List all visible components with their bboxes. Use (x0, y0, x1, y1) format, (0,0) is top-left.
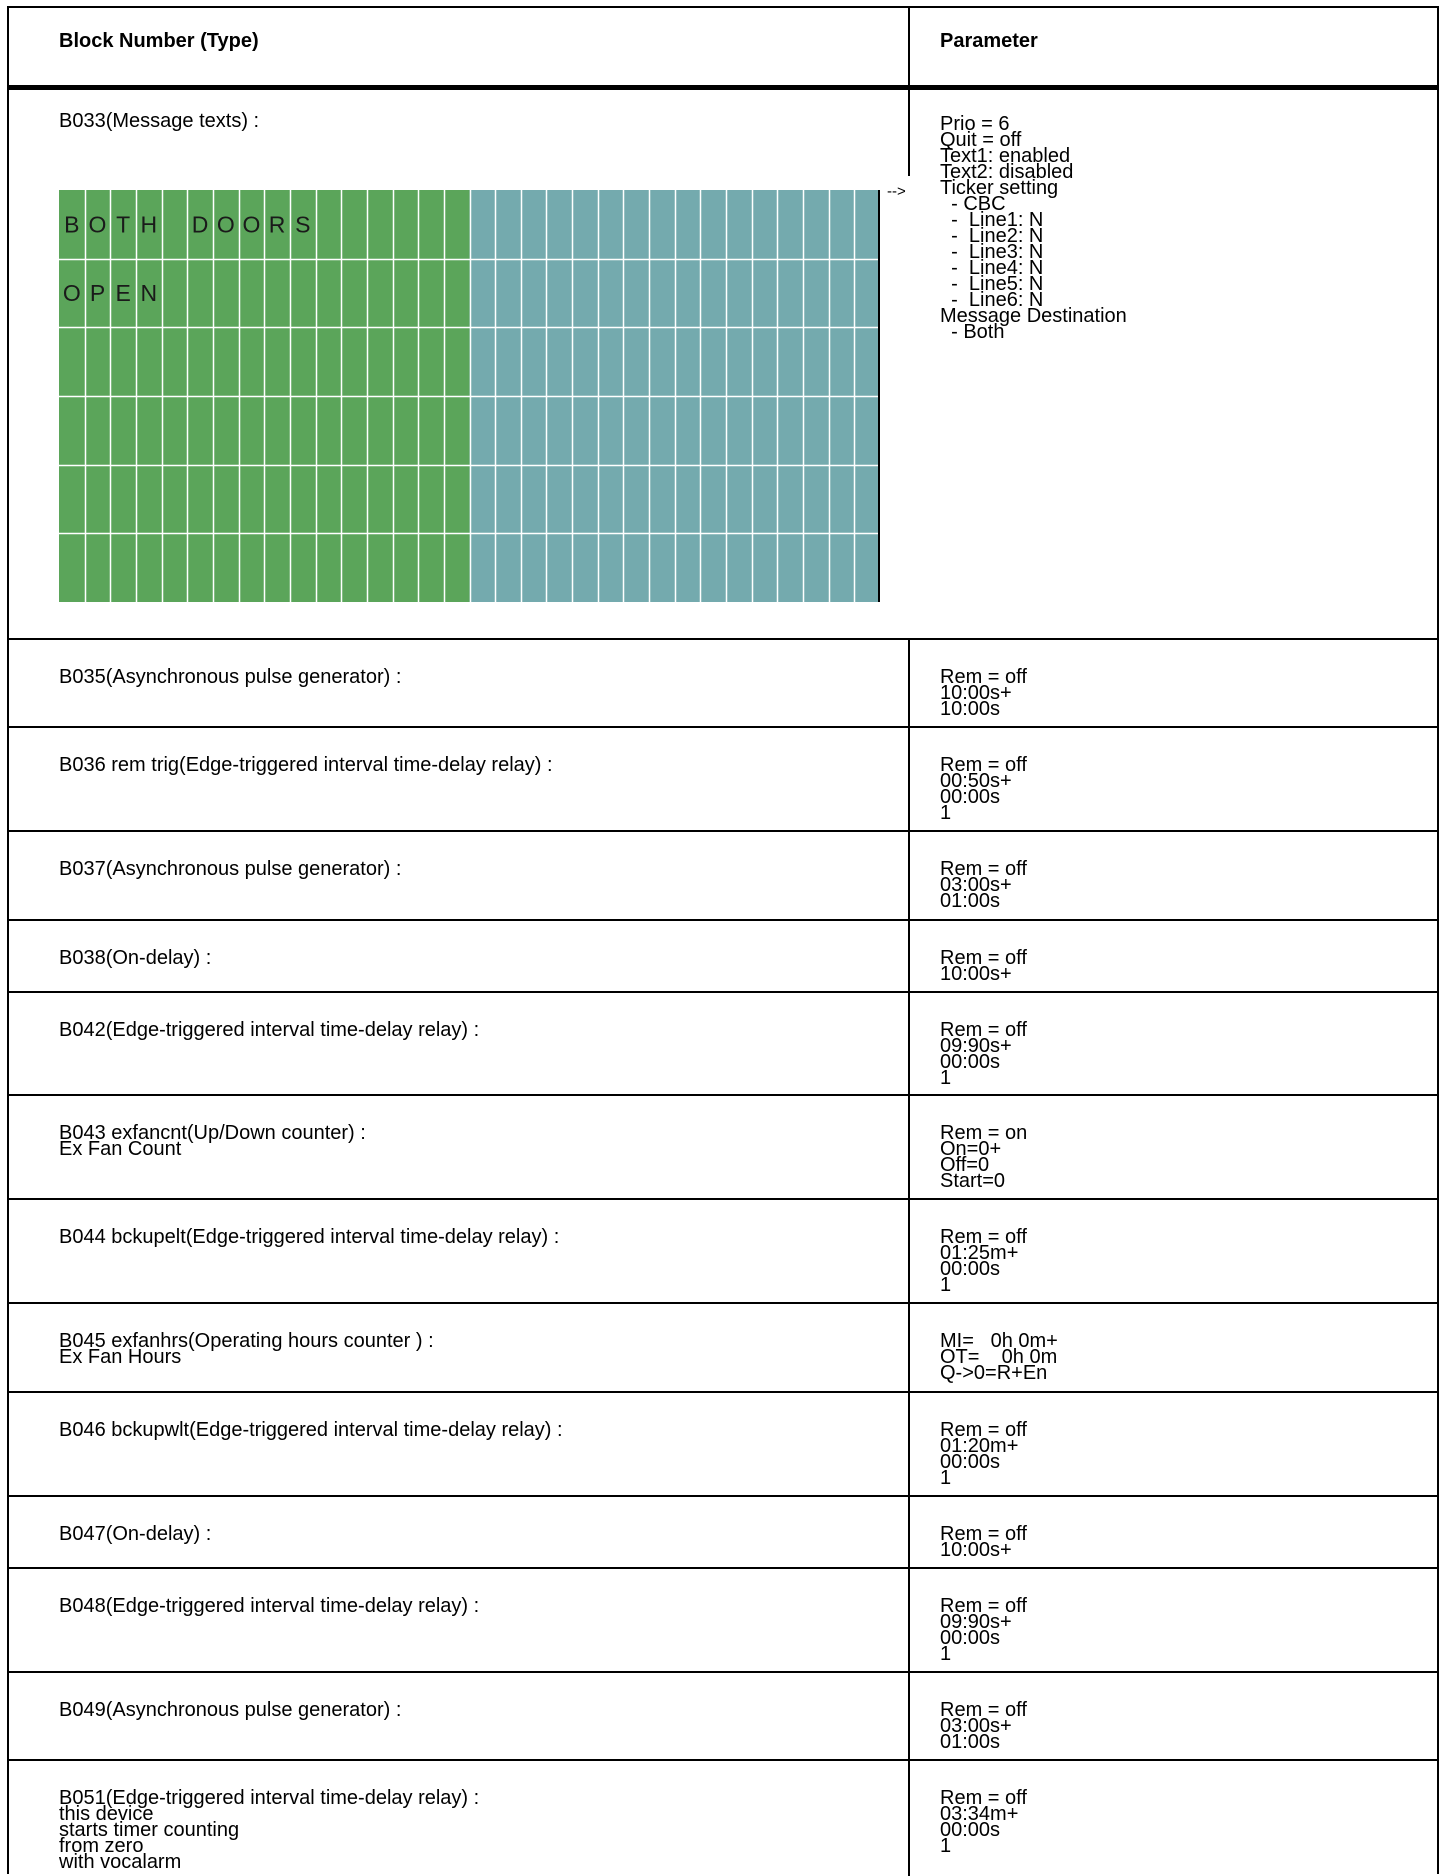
parameter-cell (940, 1419, 1027, 1489)
block-name: B044 bckupelt(Edge-triggered interval time-delay relay) : (59, 1226, 560, 1248)
parameter-line: Rem = off (940, 1226, 1027, 1248)
parameter-cell (940, 666, 1027, 720)
lcd-char: S (295, 211, 311, 238)
parameter-cell (940, 947, 1027, 985)
parameter-line: OT= 0h 0m (940, 1346, 1058, 1368)
lcd-char: D (191, 211, 209, 238)
block-name-cell (59, 1699, 402, 1721)
parameter-line: Rem = off (940, 754, 1027, 776)
parameter-line: 1 (940, 1067, 952, 1089)
parameter-line: Rem = off (940, 1699, 1027, 1721)
parameter-line: 01:25m+ (940, 1242, 1019, 1264)
parameter-cell (940, 754, 1027, 824)
row-divider (9, 919, 1437, 921)
block-name: B036 rem trig(Edge-triggered interval time-delay relay) : (59, 754, 553, 776)
row-divider (9, 830, 1437, 832)
row-divider (9, 1495, 1437, 1497)
block-name-cell (59, 1523, 212, 1545)
parameter-line: 01:00s (940, 1731, 1001, 1753)
column-divider (908, 638, 910, 1876)
lcd-char: O (62, 280, 81, 306)
message-param-line: Text2: disabled (940, 161, 1074, 183)
message-param-line: - Both (940, 321, 1005, 343)
block-name: B049(Asynchronous pulse generator) : (59, 1699, 402, 1721)
parameter-line: 09:90s+ (940, 1611, 1012, 1633)
parameter-line: 1 (940, 1643, 952, 1665)
lcd-char: B (64, 211, 80, 238)
lcd-char: T (116, 211, 131, 238)
parameter-line: 1 (940, 1467, 952, 1489)
block-comment-line: starts timer counting (59, 1819, 240, 1841)
parameter-line: 00:00s (940, 1451, 1001, 1473)
parameter-cell (940, 1122, 1028, 1192)
parameter-line: Rem = on (940, 1122, 1028, 1144)
lcd-char: R (268, 211, 286, 238)
parameter-line: 03:00s+ (940, 874, 1012, 896)
lcd-display-grid (59, 190, 880, 602)
lcd-char: O (216, 211, 235, 238)
row-divider (9, 726, 1437, 728)
row-divider (9, 1391, 1437, 1393)
block-name-cell (59, 1595, 480, 1617)
parameter-line: 10:00s+ (940, 682, 1012, 704)
message-param-line: Message Destination (940, 305, 1127, 327)
parameter-line: 09:90s+ (940, 1035, 1012, 1057)
parameter-line: Rem = off (940, 858, 1027, 880)
lcd-char: E (115, 280, 131, 306)
row-divider (9, 638, 1437, 640)
message-param-line: - Line3: N (940, 241, 1044, 263)
parameter-line: 01:00s (940, 890, 1001, 912)
parameter-line: 00:00s (940, 1051, 1001, 1073)
lcd-char: H (140, 211, 158, 238)
block-comment-line: Ex Fan Hours (59, 1346, 182, 1368)
row-divider (9, 1094, 1437, 1096)
block-name-cell (59, 1122, 366, 1160)
row-divider (9, 991, 1437, 993)
column-divider-top (908, 8, 910, 176)
block-name-cell (59, 754, 553, 776)
block-name: B037(Asynchronous pulse generator) : (59, 858, 402, 880)
parameter-line: 03:00s+ (940, 1715, 1012, 1737)
parameter-cell (940, 1787, 1027, 1857)
row-divider (9, 1759, 1437, 1761)
parameter-line: Start=0 (940, 1170, 1006, 1192)
block-name-cell (59, 1019, 480, 1041)
block-name-cell (59, 858, 402, 880)
parameter-cell (940, 858, 1027, 912)
block-name-cell (59, 1419, 563, 1441)
lcd-char: P (89, 280, 106, 306)
message-param-line: - Line5: N (940, 273, 1044, 295)
parameter-line: 00:00s (940, 1627, 1001, 1649)
block-name-cell (59, 1226, 560, 1248)
block-name: B042(Edge-triggered interval time-delay relay) : (59, 1019, 480, 1041)
parameter-line: 01:20m+ (940, 1435, 1019, 1457)
message-param-line: Ticker setting (940, 177, 1059, 199)
block-name: B048(Edge-triggered interval time-delay relay) : (59, 1595, 480, 1617)
parameter-line: 00:00s (940, 1258, 1001, 1280)
message-param-line: Text1: enabled (940, 145, 1071, 167)
lcd-char: O (88, 211, 107, 238)
parameter-cell (940, 1595, 1027, 1665)
parameter-line: 1 (940, 802, 952, 824)
parameter-line: 00:50s+ (940, 770, 1012, 792)
parameter-table (7, 6, 1439, 1874)
block-comment-line: with vocalarm (59, 1851, 182, 1873)
block-name-cell (59, 947, 212, 969)
parameter-line: 1 (940, 1274, 952, 1296)
parameter-line: On=0+ (940, 1138, 1002, 1160)
message-param-line: - CBC (940, 193, 1006, 215)
row-divider (9, 1302, 1437, 1304)
lcd-char: N (140, 280, 158, 306)
message-block-title: B033(Message texts) : (59, 110, 260, 132)
lcd-char: O (242, 211, 261, 238)
parameter-cell (940, 1330, 1058, 1384)
message-param-line: - Line4: N (940, 257, 1044, 279)
parameter-line: Rem = off (940, 1419, 1027, 1441)
block-name: B035(Asynchronous pulse generator) : (59, 666, 402, 688)
block-name: B046 bckupwlt(Edge-triggered interval time-delay relay) : (59, 1419, 563, 1441)
block-name: B051(Edge-triggered interval time-delay relay) : (59, 1787, 480, 1809)
block-name-cell (59, 1330, 434, 1368)
message-param-line: - Line6: N (940, 289, 1044, 311)
parameter-line: Rem = off (940, 947, 1027, 969)
parameter-line: 00:00s (940, 786, 1001, 808)
parameter-line: 1 (940, 1835, 952, 1857)
message-param-line: Quit = off (940, 129, 1022, 151)
parameter-line: 00:00s (940, 1819, 1001, 1841)
parameter-line: MI= 0h 0m+ (940, 1330, 1058, 1352)
header-divider (9, 85, 1437, 90)
block-name: B043 exfancnt(Up/Down counter) : (59, 1122, 366, 1144)
block-name: B047(On-delay) : (59, 1523, 212, 1545)
message-param-line: - Line2: N (940, 225, 1044, 247)
row-divider (9, 1671, 1437, 1673)
block-name: B045 exfanhrs(Operating hours counter ) : (59, 1330, 434, 1352)
header-parameter: Parameter (940, 30, 1038, 52)
parameter-line: Q->0=R+En (940, 1362, 1048, 1384)
row-divider (9, 1198, 1437, 1200)
parameter-line: 10:00s+ (940, 1539, 1012, 1561)
block-name-cell (59, 666, 402, 688)
block-comment-line: this device (59, 1803, 154, 1825)
parameter-line: Rem = off (940, 666, 1027, 688)
row-divider (9, 1567, 1437, 1569)
parameter-line: Rem = off (940, 1019, 1027, 1041)
parameter-cell (940, 1699, 1027, 1753)
message-param-line: Prio = 6 (940, 113, 1010, 135)
parameter-line: Rem = off (940, 1595, 1027, 1617)
parameter-cell (940, 1523, 1027, 1561)
message-param-line: - Line1: N (940, 209, 1044, 231)
block-name: B038(On-delay) : (59, 947, 212, 969)
block-name-cell (59, 1787, 480, 1873)
message-block-params (940, 113, 1127, 343)
parameter-line: 10:00s (940, 698, 1001, 720)
lcd-svg (59, 190, 880, 602)
parameter-line: Rem = off (940, 1787, 1027, 1809)
parameter-cell (940, 1226, 1027, 1296)
header-block-number: Block Number (Type) (59, 30, 259, 52)
parameter-line: 03:34m+ (940, 1803, 1019, 1825)
parameter-line: Off=0 (940, 1154, 990, 1176)
parameter-line: 10:00s+ (940, 963, 1012, 985)
parameter-cell (940, 1019, 1027, 1089)
block-comment-line: Ex Fan Count (59, 1138, 182, 1160)
parameter-line: Rem = off (940, 1523, 1027, 1545)
message-arrow: --> (887, 183, 906, 200)
block-comment-line: from zero (59, 1835, 144, 1857)
